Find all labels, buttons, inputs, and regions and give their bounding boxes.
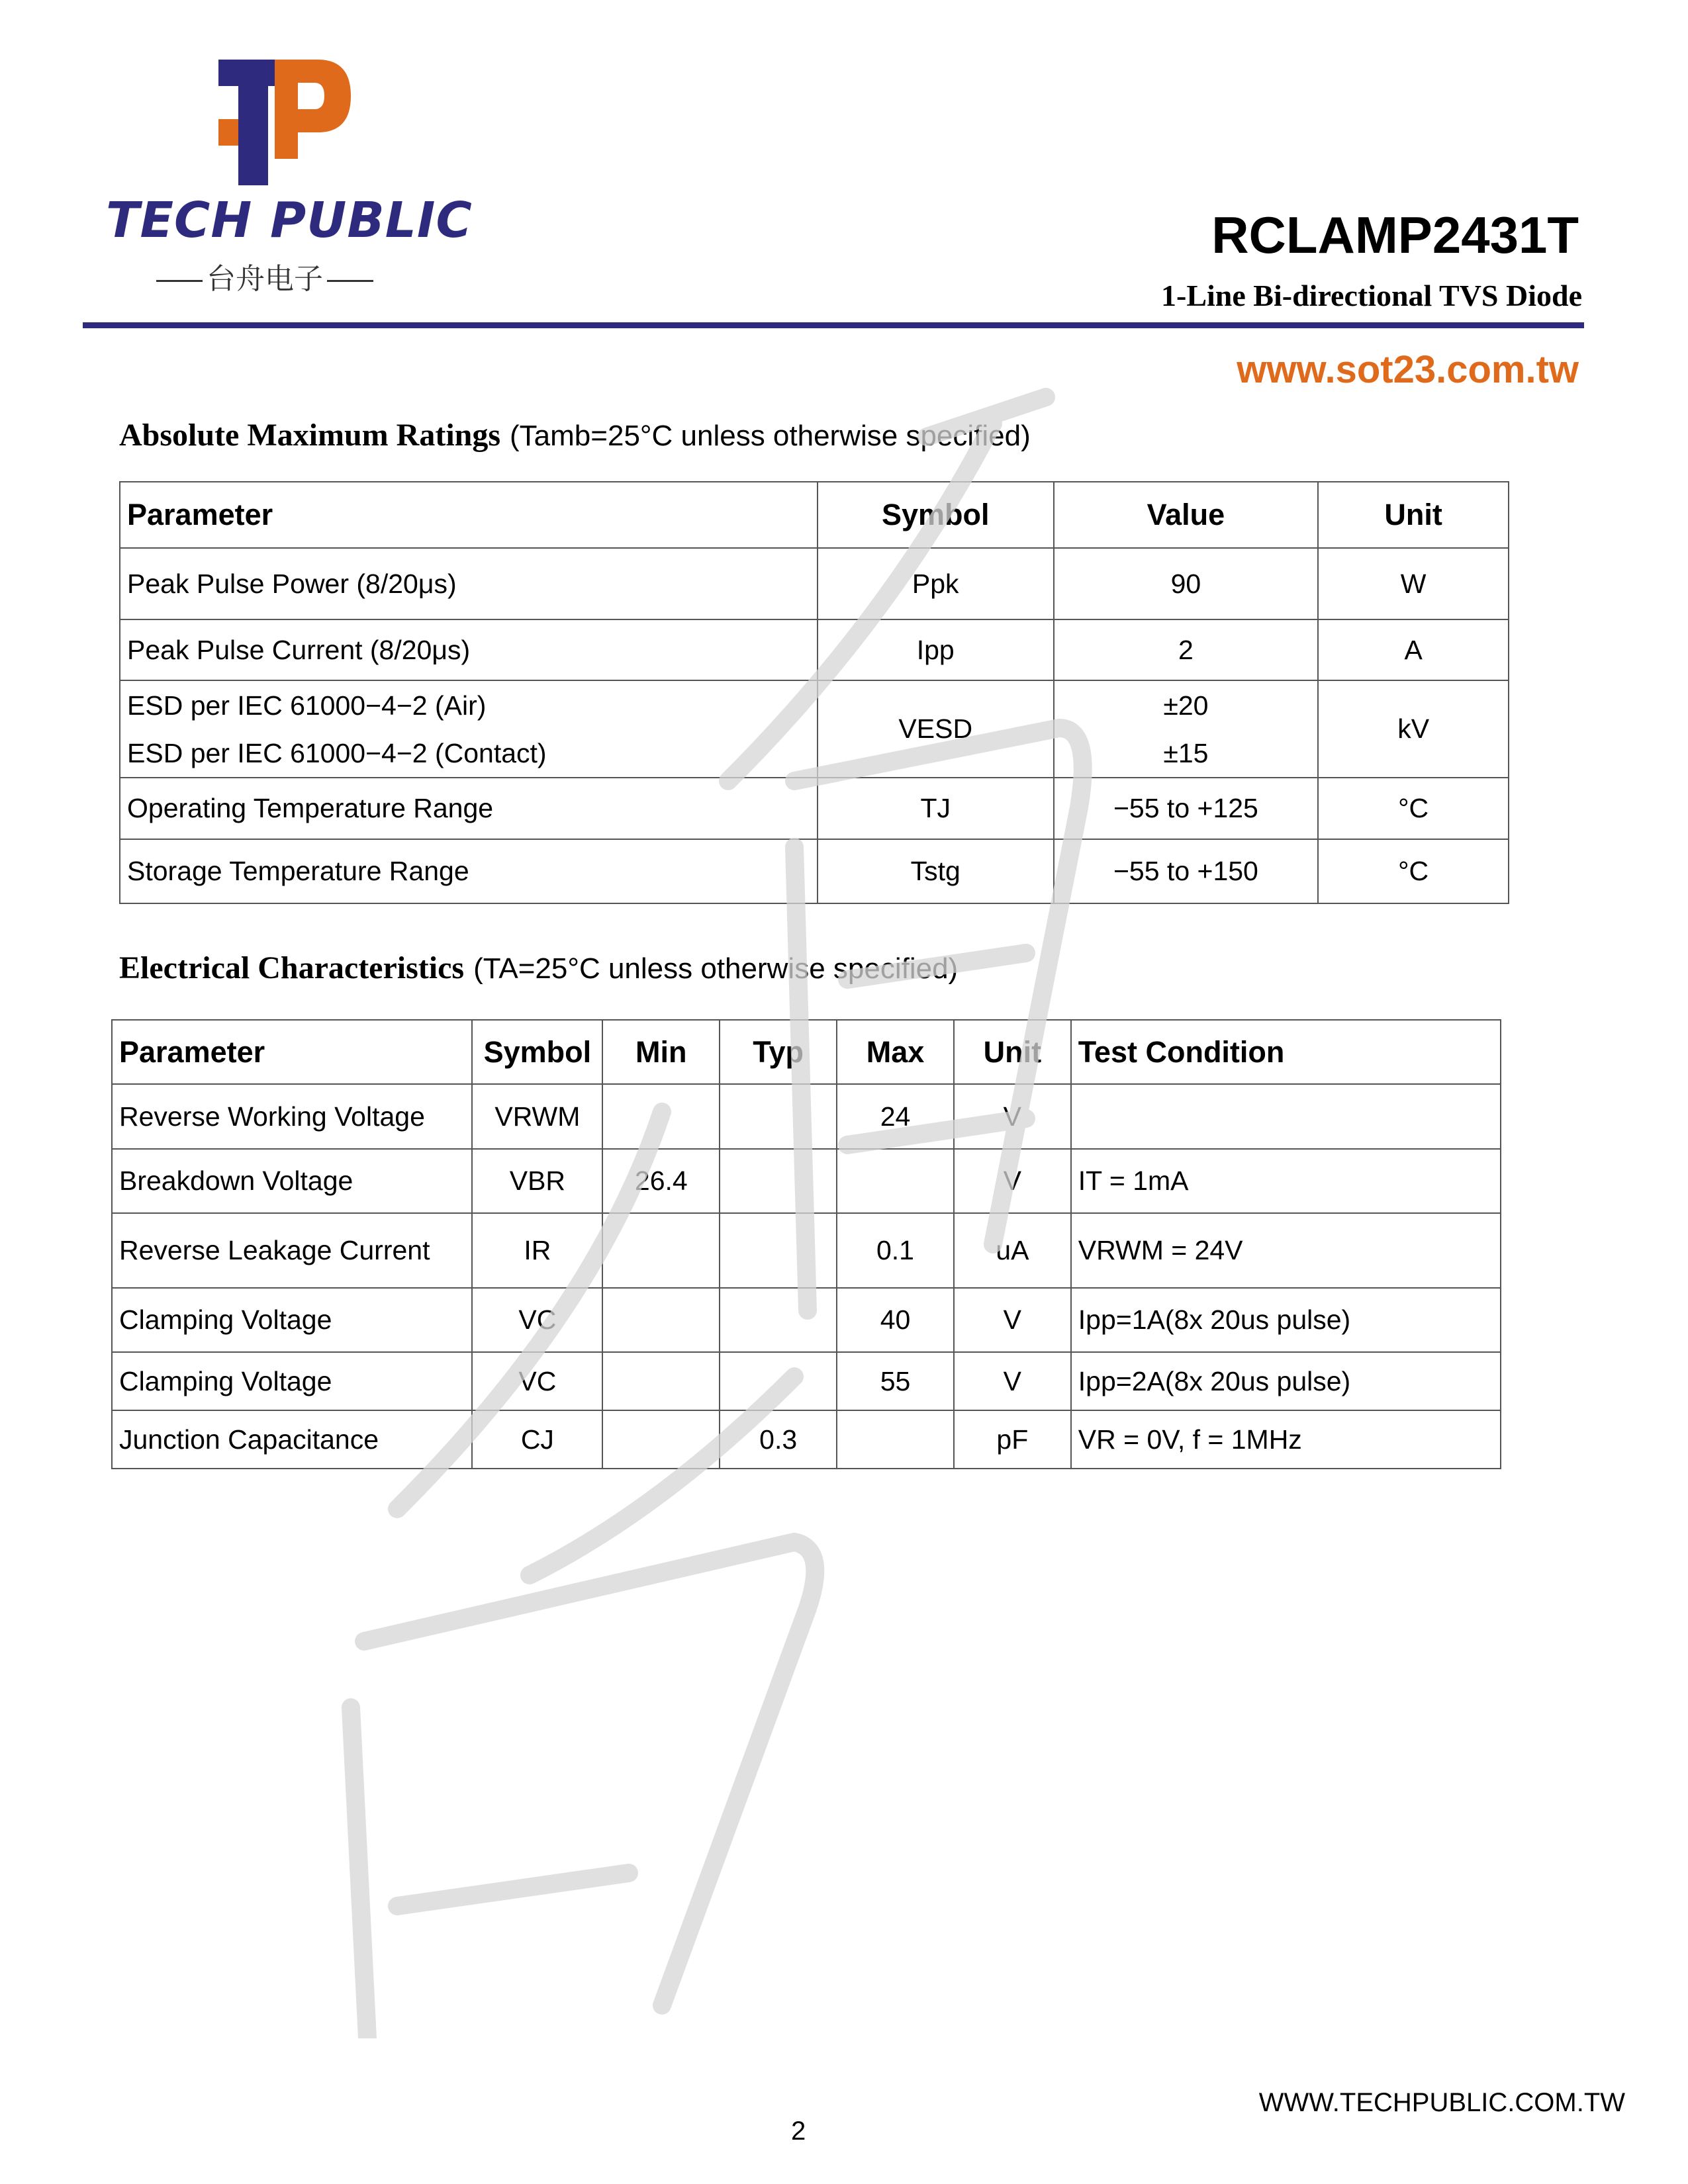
cell-symbol: TJ [818, 778, 1054, 839]
cell-typ [720, 1288, 837, 1352]
cell-symbol: CJ [472, 1410, 602, 1469]
header-parameter: Parameter [120, 482, 818, 548]
company-logo [99, 60, 473, 298]
table-row [112, 1149, 1501, 1213]
header-unit: Unit [1318, 482, 1509, 548]
header-typ: Typ [720, 1020, 837, 1084]
cell-unit: V [954, 1149, 1071, 1213]
cell-min [602, 1410, 720, 1469]
cell-typ [720, 1352, 837, 1410]
header-test-condition: Test Condition [1071, 1020, 1501, 1084]
cell-value-line: ±15 [1163, 737, 1209, 768]
cell-symbol: Ppk [818, 548, 1054, 619]
cell-max: 24 [837, 1084, 954, 1149]
cell-max [837, 1410, 954, 1469]
cell-symbol: VC [472, 1288, 602, 1352]
header-divider [83, 322, 1584, 328]
table-row [120, 619, 1509, 680]
cell-param-line: ESD per IEC 61000−4−2 (Air) [127, 690, 487, 721]
header-min: Min [602, 1020, 720, 1084]
footer-url[interactable]: WWW.TECHPUBLIC.COM.TW [1258, 2088, 1625, 2117]
cell-max [837, 1149, 954, 1213]
cell-symbol: Tstg [818, 839, 1054, 903]
elec-table [111, 1019, 1501, 1469]
cell-min [602, 1213, 720, 1288]
cell-min: 26.4 [602, 1149, 720, 1213]
abs-max-table [119, 481, 1509, 904]
cell-unit: V [954, 1352, 1071, 1410]
logo-company-name: TECH PUBLIC [106, 192, 473, 249]
table-header-row [120, 482, 1509, 548]
cell-param: Peak Pulse Current (8/20μs) [120, 619, 818, 680]
table-row [120, 548, 1509, 619]
part-number: RCLAMP2431T [1211, 206, 1579, 264]
cell-max: 40 [837, 1288, 954, 1352]
cell-unit: °C [1318, 778, 1509, 839]
cell-typ [720, 1213, 837, 1288]
cell-unit: V [954, 1084, 1071, 1149]
cell-condition: VR = 0V, f = 1MHz [1071, 1410, 1501, 1469]
cell-param: Clamping Voltage [112, 1288, 472, 1352]
cell-condition: Ipp=1A(8x 20us pulse) [1071, 1288, 1501, 1352]
cell-symbol: VESD [818, 680, 1054, 778]
cell-param: Operating Temperature Range [120, 778, 818, 839]
table-row [120, 680, 1509, 778]
elec-heading: Electrical Characteristics [119, 950, 465, 985]
cell-value: −55 to +150 [1054, 839, 1319, 903]
header-value: Value [1054, 482, 1319, 548]
cell-param: Reverse Leakage Current [112, 1213, 472, 1288]
cell-value: 2 [1054, 619, 1319, 680]
cell-value-line: ±20 [1163, 690, 1209, 721]
elec-title [119, 950, 958, 986]
cell-param: Storage Temperature Range [120, 839, 818, 903]
cell-typ [720, 1084, 837, 1149]
cell-value: 90 [1054, 548, 1319, 619]
cell-unit: kV [1318, 680, 1509, 778]
abs-max-note: (Tamb=25°C unless otherwise specified) [510, 420, 1031, 452]
table-row [112, 1288, 1501, 1352]
header-symbol: Symbol [472, 1020, 602, 1084]
cell-max: 55 [837, 1352, 954, 1410]
table-row [112, 1084, 1501, 1149]
table-row [112, 1352, 1501, 1410]
cell-condition [1071, 1084, 1501, 1149]
cell-unit: V [954, 1288, 1071, 1352]
part-description: 1-Line Bi-directional TVS Diode [1161, 279, 1582, 312]
header-parameter: Parameter [112, 1020, 472, 1084]
cell-symbol: VC [472, 1352, 602, 1410]
cell-symbol: IR [472, 1213, 602, 1288]
header-unit: Unit [954, 1020, 1071, 1084]
table-row [120, 778, 1509, 839]
cell-value [1054, 680, 1319, 778]
table-header-row [112, 1020, 1501, 1084]
cell-param: Junction Capacitance [112, 1410, 472, 1469]
cell-condition: VRWM = 24V [1071, 1213, 1501, 1288]
cell-symbol: VBR [472, 1149, 602, 1213]
table-row [112, 1410, 1501, 1469]
cell-typ [720, 1149, 837, 1213]
cell-param: Peak Pulse Power (8/20μs) [120, 548, 818, 619]
cell-unit: °C [1318, 839, 1509, 903]
cell-min [602, 1288, 720, 1352]
cell-min [602, 1084, 720, 1149]
tp-logo-mark-icon [218, 60, 351, 185]
header-symbol: Symbol [818, 482, 1054, 548]
cell-condition: IT = 1mA [1071, 1149, 1501, 1213]
cell-param [120, 680, 818, 778]
cell-unit: uA [954, 1213, 1071, 1288]
cell-param: Breakdown Voltage [112, 1149, 472, 1213]
cell-max: 0.1 [837, 1213, 954, 1288]
cell-condition: Ipp=2A(8x 20us pulse) [1071, 1352, 1501, 1410]
cell-unit: A [1318, 619, 1509, 680]
table-row [120, 839, 1509, 903]
cell-unit: W [1318, 548, 1509, 619]
page-number: 2 [791, 2116, 806, 2146]
cell-param-line: ESD per IEC 61000−4−2 (Contact) [127, 737, 547, 768]
cell-symbol: VRWM [472, 1084, 602, 1149]
cell-value: −55 to +125 [1054, 778, 1319, 839]
cell-symbol: Ipp [818, 619, 1054, 680]
website-link[interactable]: www.sot23.com.tw [1237, 348, 1579, 391]
abs-max-heading: Absolute Maximum Ratings [119, 418, 501, 453]
logo-chinese-name: 台舟电子 [152, 255, 377, 297]
cell-unit: pF [954, 1410, 1071, 1469]
elec-note: (TA=25°C unless otherwise specified) [473, 952, 959, 985]
cell-param: Clamping Voltage [112, 1352, 472, 1410]
cell-typ: 0.3 [720, 1410, 837, 1469]
header-max: Max [837, 1020, 954, 1084]
cell-min [602, 1352, 720, 1410]
table-row [112, 1213, 1501, 1288]
abs-max-title [119, 417, 1031, 453]
cell-param: Reverse Working Voltage [112, 1084, 472, 1149]
